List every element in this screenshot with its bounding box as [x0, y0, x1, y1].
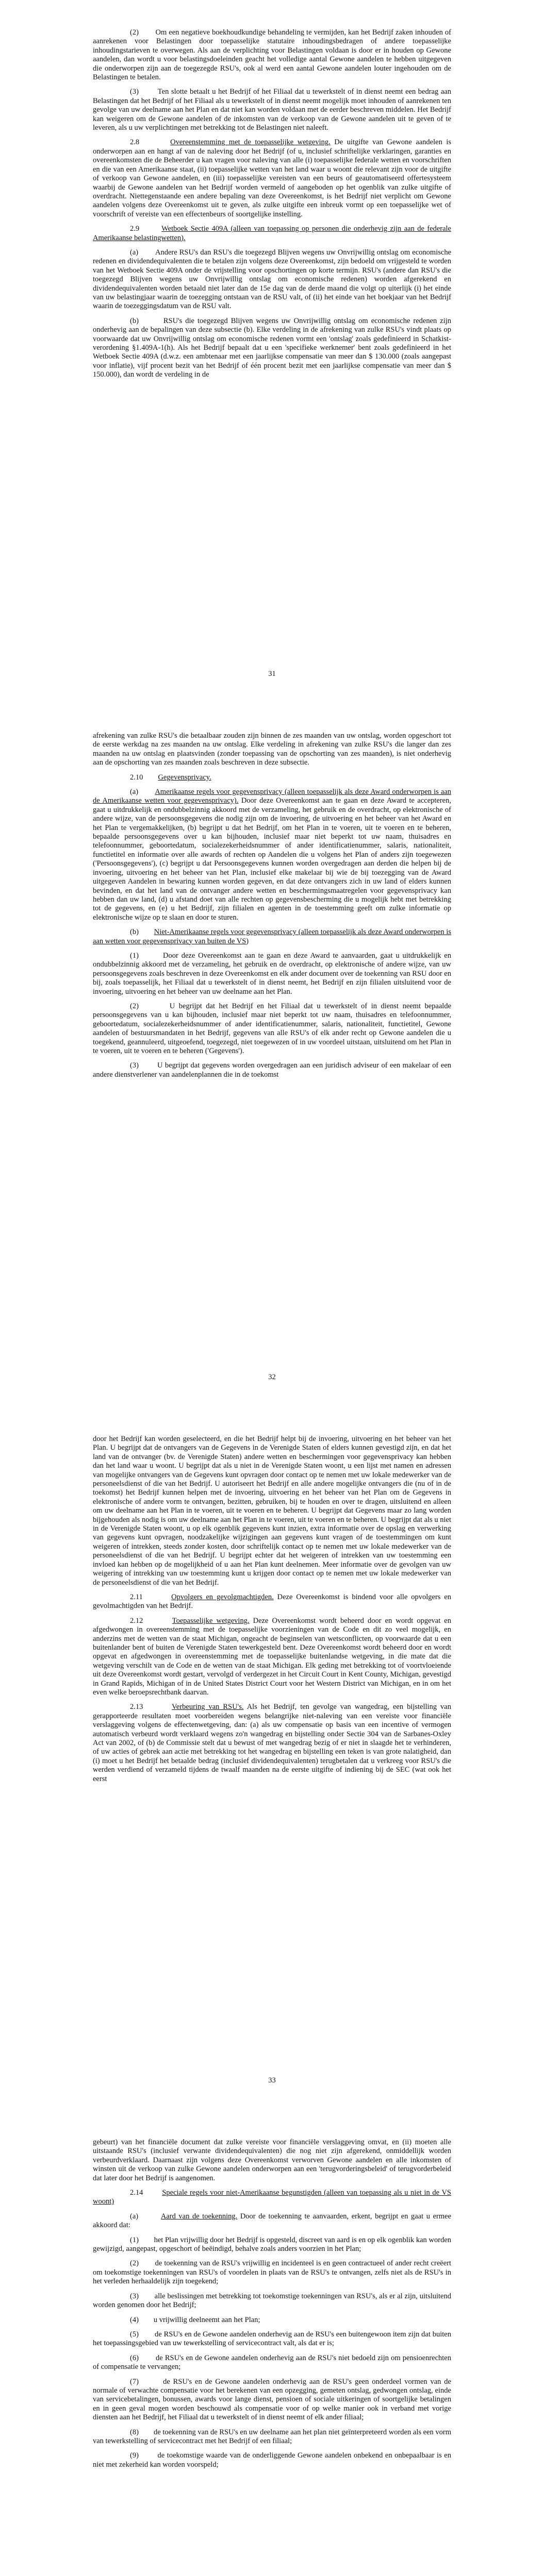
section-2-10-b-2: (2) U begrijpt dat het Bedrijf en het Filiaal dat u tewerkstelt of in dienst neemt bepaalde persoonsgegevens van u kan bijhouden, inclusief maar niet beperkt tot uw naam, thuisadres en telefoonnummer, geboortedatum, socialezekerheidsnummer of ander identificatienummer, salaris, nationaliteit, functietitel, Gewone aandelen of bestuursmandaten in het Bedrijf, gegevens van alle RSU's of elk ander recht op Gewone aandelen die u toegekend, geannuleerd, uitgeoefend, toegezegd, niet toegewezen of in uw voordeel uitstaan, uitsluitend om het Plan in te voeren, uit te voeren en te beheren ('Gegevens').	[93, 1002, 451, 1055]
page-34	[0, 2110, 544, 2576]
list-item: (7) de RSU's en de Gewone aandelen onderhevig aan de RSU's geen onderdeel vormen van de normale of verwachte compensatie voor het berekenen van een opzegging, gemeten ontslag, gedwongen ontslag, einde van servicebetalingen, bonussen, awards voor lange dienst, pensioen of sociale uitkeringen of soortgelijke betalingen en in geen geval mogen worden beschouwd als compensatie voor of op welke manier ook in verband met vorige diensten aan het Bedrijf, het Filiaal dat u tewerkstelt of in dienst neemt of elk ander filiaal;	[93, 2377, 451, 2422]
section-2-9-a: (a) Andere RSU's dan RSU's die toegezegd Blijven wegens uw Onvrijwillig ontslag om economische redenen en dividendequivalenten die te betalen zijn volgens deze Overeenkomst, zijn bedoeld om vrijgesteld te worden van het Wetboek Sectie 409A onder de vrijstelling voor opschortingen op korte termijn. RSU's (andere dan RSU's die toegezegd Blijven wegens uw Onvrijwillig ontslag om economische redenen) worden afgerekend en dividendequivalenten worden betaald niet later dan de 15e dag van de derde maand die volgt op uiterlijk (i) het einde van uw belastingjaar waarin de toezegging ontstaan van de RSU valt, of (ii) het einde van het boekjaar van het Bedrijf waarin de toezeggingsdatum van de RSU valt.	[93, 248, 451, 311]
section-number: 2.13	[130, 1703, 143, 1711]
clause-body: Door deze Overeenkomst aan te gaan en deze Award te accepteren, gaat u uitdrukkelijk en ondubbelzinnig akkoord met de verzameling, het gebruik en de overdracht, op elektronische of andere wijze, van de persoonsgegevens die nodig zijn om de invoering, de uitvoering en het beheer van het Award en het Plan te vergemakkelijken, (b) begrijpt u dat het Bedrijf, om het Plan in te voeren, uit te voeren en te beheren, bepaalde persoonsgegevens over u kan bijhouden, inclusief maar niet beperkt tot uw naam, thuisadres en telefoonnummer, geboortedatum, socialezekerheidsnummer of ander identificatienummer, salaris, nationaliteit, functietitel en informatie over alle awards of rechten op Aandelen die u volgens het Plan of anders zijn toegewezen ('Persoonsgegevens'), (c) begrijpt u dat Persoonsgegevens kunnen worden overgedragen aan derden die helpen bij de invoering, uitvoering en het beheer van het Plan, inclusief elke makelaar bij wie de bij toezegging van de Award uitgegeven Aandelen in bewaring kunnen worden gegeven, en dat deze ontvangers zich in uw land of elders kunnen bevinden, en dat het land van de ontvanger andere wetten en beschermingsmaatregelen voor gegevensprivacy kan hebben dan uw land, (d) u afstand doet van alle rechten op gegevensbescherming die u mogelijk hebt met betrekking tot de gegevens, en (e) u het Bedrijf, zijn filialen en agenten in de toestemming geeft om zulke informatie op elektronische wijze op te slaan en door te sturen.	[93, 796, 451, 922]
page-number: 33	[268, 2076, 276, 2084]
section-2-13	[93, 1703, 451, 1784]
section-title: Toepasselijke wetgeving.	[172, 1616, 250, 1625]
list-item: (1) het Plan vrijwillig door het Bedrijf is opgesteld, discreet van aard is en op elk ogenblik kan worden gewijzigd, aangepast, opgeschort of beëindigd, behalve zoals anders voorzien in het Plan;	[93, 2235, 451, 2253]
list-item: (4) u vrijwillig deelneemt aan het Plan;	[130, 2315, 260, 2324]
section-2-11	[93, 1593, 451, 1611]
clause-title: Niet-Amerikaanse regels voor gegevensprivacy (alleen toepasselijk als deze Award onderworpen is aan wetten voor gegevensprivacy van buiten de VS)	[93, 928, 452, 945]
clause-label: (a)	[130, 788, 139, 796]
carry-over-text: gebeurt) van het financiële document dat zulke vereiste voor financiële verslaggeving omvat, en (ii) moeten alle uitstaande RSU's (inclusief verwante dividendequivalenten) die nog niet zijn afgerekend, onmiddellijk worden verbeurdverklaard. Daarnaast zijn volgens deze Overeenkomst verworven Gewone aandelen en alle inkomsten of winsten uit de verkoop van zulke Gewone aandelen onderworpen aan een 'terugvorderingsbeleid' of terugvorderbeleid dat later door het Bedrijf is aangenomen.	[93, 2138, 451, 2182]
section-2-10-b-1: (1) Door deze Overeenkomst aan te gaan en deze Award te aanvaarden, gaat u uitdrukkelijk en ondubbelzinnig akkoord met de verzameling, het gebruik en de overdracht, op elektronische of andere wijze, van uw persoonsgegevens zoals beschreven in deze Overeenkomst en elk ander document over de toekenning van RSU door en bij, zoals toepasselijk, het Filiaal dat u tewerkstelt of in dienst neemt, het Bedrijf en zijn filialen uitsluitend voor de invoering, uitvoering en het beheer van uw deelname aan het Plan.	[93, 951, 451, 996]
list-item: (2) de toekenning van de RSU's vrijwillig en incidenteel is en geen contractueel of ander recht creëert om toekomstige toekenningen van RSU's of voordelen in plaats van de RSU's te ontvangen, zelfs niet als de RSU's in het verleden herhaaldelijk zijn toegekend;	[93, 2259, 451, 2286]
section-2-14-heading	[93, 2189, 451, 2207]
section-number: 2.14	[130, 2189, 143, 2197]
list-item: (9) de toekomstige waarde van de onderliggende Gewone aandelen onbekend en onbepaalbaar is en niet met zekerheid kan worden voorspeld;	[93, 2451, 451, 2469]
clause-title: Amerikaanse regels voor gegevensprivacy (alleen toepasselijk als deze Award onderworpen is aan de Amerikaanse wetten voor gegevensprivacy).	[93, 788, 452, 805]
page-number: 32	[268, 1373, 276, 1381]
clause-body: Door de toekenning te aanvaarden, erkent, begrijpt en gaat u ermee akkoord dat:	[93, 2212, 452, 2230]
section-number: 2.11	[130, 1592, 143, 1601]
section-body: Als het Bedrijf, ten gevolge van wangedrag, een bijstelling van gerapporteerde resultaten moet voorbereiden wegens belangrijke niet-naleving van een vereiste voor financiële verslaggeving volgens de effectenwetgeving, dan: (a) als uw compensatie op basis van een incentive of vermogen automatisch verbeurd wordt verklaard wegens zo'n wangedrag en bijstelling onder Sectie 304 van de Sarbanes-Oxley Act van 2002, of (b) de Commissie stelt dat u bewust of met wangedrag bezig of er niet in slaagde het te verhinderen, of uw acties of gebrek aan actie met betrekking tot het wangedrag en bijstelling een teken is van grote nalatigheid, dan (i) moet u het Bedrijf het betaalde bedrag (inclusief dividendequivalenten) terugbetalen dat u verkreeg voor RSU's die werden verdiend of verzameld tijdens de twaalf maanden na de eerste uitgifte of indiening bij de SEC (wat ook het eerst	[93, 1703, 451, 1783]
section-number: 2.8	[130, 138, 140, 147]
list-item: (5) de RSU's en de Gewone aandelen onderhevig aan de RSU's een buitengewoon item zijn dat buiten het toepassingsgebied van uw tewerkstelling of servicecontract valt, als dat er is;	[93, 2330, 451, 2348]
carry-over-text: door het Bedrijf kan worden geselecteerd, en die het Bedrijf helpt bij de invoering, uitvoering en het beheer van het Plan. U begrijpt dat de ontvangers van de Gegevens in de Verenigde Staten of elders kunnen gevestigd zijn, en dat het land van de ontvanger (bv. de Verenigde Staten) andere wetten en beschermingen voor gegevensprivacy kan hebben dan het land waar u woont. U begrijpt dat als u niet in de Verenigde Staten woont, u een lijst met namen en adressen van mogelijke ontvangers van de Gegevens kunt opvragen door contact op te nemen met uw lokale medewerker van de personeelsdienst of die van het Bedrijf. U autoriseert het Bedrijf en alle andere mogelijke ontvangers die (nu of in de toekomst) het Bedrijf kunnen helpen met de invoering, uitvoering en het beheer van het Plan om de Gegevens in elektronische of andere vorm te ontvangen, bezitten, gebruiken, bij te houden en over te dragen, uitsluitend en alleen om uw deelname aan het Plan in te voeren, uit te voeren en te beheren. U begrijpt dat Gegevens maar zo lang worden bijgehouden als nodig is om uw deelname aan het Plan in te voeren, uit te voeren en te beheren. U begrijpt dat als u niet in de Verenigde Staten woont, u op elk ogenblik gegevens kunt inzien, extra informatie over de opslag en verwerking van gegevens kunt opvragen, noodzakelijke wijzigingen aan gegevens kunt vragen of de toestemmingen om kunt weigeren of intrekken, steeds zonder kosten, door schriftelijk contact op te nemen met uw lokale medewerker van de personeelsdienst of die van het Bedrijf. U begrijpt echter dat het weigeren of intrekken van uw toestemming een invloed kan hebben op de mogelijkheid of u aan het Plan kunt deelnemen. Meer informatie over de gevolgen van uw weigering of intrekking van uw toestemming kunt u krijgen door contact op te nemen met uw lokale medewerker van de personeelsdienst of die van het Bedrijf.	[93, 1435, 451, 1587]
section-2-8	[93, 138, 451, 219]
section-2-14-a	[93, 2212, 451, 2230]
section-body: De uitgifte van Gewone aandelen is onderworpen aan en hangt af van de naleving door het Bedrijf (of u, inclusief schriftelijke verklaringen, garanties en overeenkomsten die de Beheerder u kan vragen voor naleving van alle (i) toepasselijke federale wetten en voorschriften en die van een Amerikaanse staat, (ii) toepasselijke wetten van het land waar u woont die relevant zijn voor de uitgifte of verkoop van Gewone aandelen, en (iii) toepasselijke vereisten van een beurs of geautomatiseerd offertesysteem waarbij de Gewone aandelen van het Bedrijf worden vermeld of aangeboden op het ogenblik van zulke uitgifte of overdracht. Niettegenstaande een andere bepaling van deze Overeenkomst, is het Bedrijf niet verplicht om Gewone aandelen volgens deze Overeenkomst uit te geven, als zulke uitgifte een inbreuk vormt op een toepasselijke wet of voorschrift of vereiste van een effectenbeurs of soortgelijke instelling.	[93, 138, 452, 218]
clause-title: Aard van de toekenning.	[160, 2212, 238, 2221]
page-number: 31	[268, 670, 276, 678]
clause-label: (b)	[130, 928, 139, 937]
section-2-10-b-heading	[93, 928, 451, 946]
list-item: (8) de toekenning van de RSU's en uw deelname aan het plan niet geïnterpreteerd worden als een vorm van tewerkstelling of servicecontract met het Bedrijf of een filiaal;	[93, 2428, 451, 2445]
section-number: 2.12	[130, 1616, 143, 1625]
section-title: Opvolgers en gevolgmachtigden.	[171, 1592, 274, 1601]
paragraph-withholding-3: (3) Ten slotte betaalt u het Bedrijf of het Filiaal dat u tewerkstelt of in dienst neemt een bedrag aan Belastingen dat het Bedrijf of het Filiaal als u tewerkstelt of in dienst neemt mogelijk moet inhouden of aanrekenen ten gevolge van uw deelname aan het Plan en dat niet kan worden voldaan met de eerder beschreven middelen. Het Bedrijf kan weigeren om de Gewone aandelen of de inkomsten van de verkoop van de Gewone aandelen uit te geven of te leveren, als u uw verplichtingen met betrekking tot de Belastingen niet naleeft.	[93, 88, 451, 132]
section-title: Wetboek Sectie 409A (alleen van toepassing op personen die onderhevig zijn aan de federale Amerikaanse belastingwetten).	[93, 225, 451, 242]
section-title: Overeenstemming met de toepasselijke wetgeving.	[170, 138, 331, 147]
section-number: 2.9	[130, 225, 140, 233]
section-2-10-b-3: (3) U begrijpt dat gegevens worden overgedragen aan een juridisch adviseur of een makelaar of een andere dienstverlener van aandelenplannen die in de toekomst	[93, 1061, 451, 1079]
paragraph-withholding-2: (2) Om een negatieve boekhoudkundige behandeling te vermijden, kan het Bedrijf zaken inhouden of aanrekenen voor Belastingen door toepasselijke statutaire inhoudingsbedragen of andere toepasselijke inhoudingstarieven te overwegen. Als aan de verplichting voor Belastingen voldaan is door er in houden op Gewone aandelen, dan wordt u voor belastingsdoeleinden geacht het volledige aantal Gewone aandelen te hebben uitgegeven die onderworpen zijn aan de toegezegde RSU's, ook al werd een aantal Gewone aandelen louter ingehouden om de Belastingen te betalen.	[93, 28, 451, 82]
section-body: Deze Overeenkomst is bindend voor alle opvolgers en gevolmachtigden van het Bedrijf.	[93, 1592, 452, 1611]
list-item: (3) alle beslissingen met betrekking tot toekomstige toekenningen van RSU's, als er al zijn, uitsluitend worden genomen door het Bedrijf;	[93, 2292, 451, 2310]
section-2-10-a	[93, 788, 451, 922]
section-title: Speciale regels voor niet-Amerikaanse begunstigden (alleen van toepassing als u niet in de VS woont)	[93, 2189, 451, 2206]
carry-over-text: afrekening van zulke RSU's die betaalbaar zouden zijn binnen de zes maanden van uw ontslag, worden opgeschort tot de eerste werkdag na zes maanden na uw ontslag. Elke verdeling in afrekening van zulke RSU's die langer dan zes maanden na uw ontslag en plaatsvinden (zonder toepassing van de opschorting van zes maanden), is niet onderhevig aan de opschorting van zes maanden zoals beschreven in deze subsectie.	[93, 732, 451, 767]
section-title: Gegevensprivacy.	[158, 773, 211, 782]
section-title: Verbeuring van RSU's.	[172, 1703, 244, 1711]
section-2-9-b: (b) RSU's die toegezegd Blijven wegens uw Onvrijwillig ontslag om economische redenen zijn onderhevig aan de bepalingen van deze subsectie (b). Elke verdeling in de afrekening van zulke RSU's vindt plaats op voorwaarde dat uw Onvrijwillig ontslag om economische redenen vormt een 'ontslag' zoals gedefinieerd in Schatkist-verordening §1.409A-1(h). Als het Bedrijf bepaalt dat u een 'specifieke werknemer' bent zoals gedefinieerd in het Wetboek Sectie 409A (d.w.z. een ambtenaar met een jaarlijkse compensatie van meer dan $ 130.000 (zoals aangepast voor inflatie), vijf procent bezit van het Bedrijf of één procent bezit met een jaarlijkse compensatie van meer dan $ 150.000), dan wordt de verdeling in de	[93, 316, 451, 379]
page-33	[0, 1406, 544, 2110]
list-item: (6) de RSU's en de Gewone aandelen onderhevig aan de RSU's niet bedoeld zijn om pensioenrechten of compensatie te vervangen;	[93, 2353, 451, 2371]
section-body: Deze Overeenkomst wordt beheerd door en wordt opgevat en afgedwongen in overeenstemming met de toepasselijke voorzieningen van de Code en dit zo veel mogelijk, en anderzins met de wetten van de staat Michigan, ongeacht de beginselen van wetsconflicten, op voorwaarde dat u een buitenlander bent of buiten de Verenigde Staten tewerkgesteld bent. Deze Overeenkomst wordt beheerd door en wordt opgevat en afgedwongen in overeenstemming met de toepasselijke buitenlandse wetgeving, in die mate dat die wetgeving verschilt van de Code en de wetten van de staat Michigan. Elk geding met betrekking tot of voortvloeiende uit deze Overeenkomst wordt gestart, vervolgd of verdergezet in het Circuit Court in Kent County, Michigan, gevestigd in Grand Rapids, Michigan of in de United States District Court voor het Western District van Michigan, en in om het even welke beroepsrechtbank daarvan.	[93, 1616, 451, 1697]
page-31	[0, 0, 544, 703]
clause-label: (a)	[130, 2212, 139, 2221]
section-2-12	[93, 1617, 451, 1698]
page-32	[0, 703, 544, 1406]
section-2-10-heading	[93, 773, 451, 782]
section-2-9-heading	[93, 225, 451, 243]
section-number: 2.10	[130, 773, 143, 782]
